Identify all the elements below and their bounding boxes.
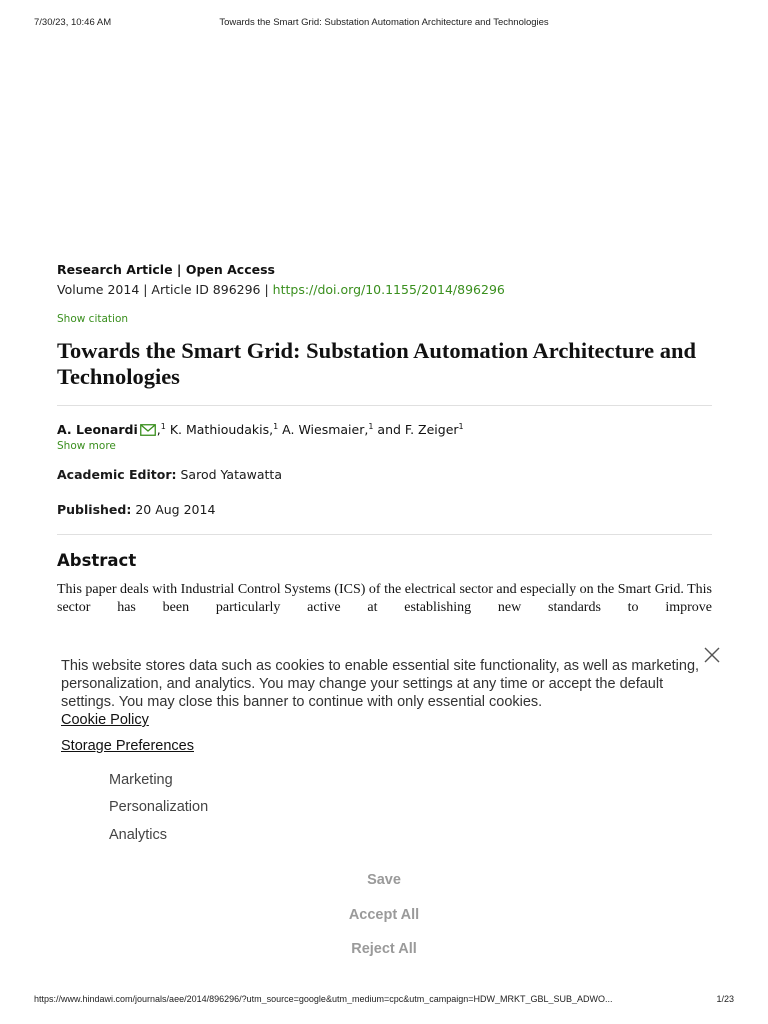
article-type: Research Article | Open Access bbox=[57, 262, 275, 277]
divider bbox=[57, 534, 712, 535]
print-header bbox=[0, 17, 768, 31]
author-affiliation: 1 bbox=[458, 422, 464, 431]
print-url: https://www.hindawi.com/journals/aee/2014/896296/?utm_source=google&utm_medium=cpc&utm_campaign=HDW_MRKT_GBL_SUB_ADWO... bbox=[34, 994, 613, 1004]
volume-line bbox=[57, 281, 712, 299]
academic-editor bbox=[57, 466, 712, 484]
preference-analytics[interactable]: Analytics bbox=[109, 827, 168, 843]
article-title: Towards the Smart Grid: Substation Automation Architecture and Technologies bbox=[57, 338, 697, 389]
cookie-policy-link[interactable]: Cookie Policy bbox=[61, 712, 149, 728]
preference-marketing[interactable]: Marketing bbox=[109, 772, 173, 788]
print-doc-title: Towards the Smart Grid: Substation Automation Architecture and Technologies bbox=[219, 17, 549, 28]
published-value: 20 Aug 2014 bbox=[135, 502, 216, 517]
volume-text: Volume 2014 | Article ID 896296 | bbox=[57, 282, 273, 297]
abstract-heading: Abstract bbox=[57, 551, 137, 570]
show-more-link[interactable]: Show more bbox=[57, 440, 116, 452]
cookie-banner bbox=[0, 640, 768, 986]
preference-personalization[interactable]: Personalization bbox=[109, 799, 209, 815]
reject-all-button[interactable]: Reject All bbox=[351, 941, 417, 957]
print-page-number: 1/23 bbox=[716, 994, 734, 1004]
article-header bbox=[57, 261, 712, 617]
close-icon[interactable] bbox=[702, 645, 722, 665]
save-button[interactable]: Save bbox=[367, 872, 401, 888]
abstract-text: This paper deals with Industrial Control Systems (ICS) of the electrical sector and especially on the Smart Grid. This sector has been particularly active at establishing new standards to improve bbox=[57, 582, 712, 615]
print-timestamp: 7/30/23, 10:46 AM bbox=[34, 17, 112, 28]
author-affiliation: 1 bbox=[273, 422, 279, 431]
show-citation-link[interactable]: Show citation bbox=[57, 313, 129, 325]
published-date bbox=[57, 501, 712, 519]
editor-label: Academic Editor: bbox=[57, 467, 177, 482]
doi-link[interactable]: https://doi.org/10.1155/2014/896296 bbox=[272, 282, 505, 297]
divider bbox=[57, 405, 712, 406]
published-label: Published: bbox=[57, 502, 132, 517]
accept-all-button[interactable]: Accept All bbox=[348, 907, 420, 923]
storage-preferences-link[interactable]: Storage Preferences bbox=[61, 738, 194, 754]
mail-icon[interactable] bbox=[140, 424, 156, 436]
print-footer bbox=[0, 994, 768, 1008]
author-name[interactable]: K. Mathioudakis, bbox=[169, 422, 274, 438]
author-affiliation: 1 bbox=[368, 422, 374, 431]
author-name[interactable]: F. Zeiger bbox=[404, 422, 459, 438]
authors-and: and bbox=[377, 422, 401, 438]
author-list: A. Leonardi ,$^1$ K. Mathioudakis,$^1$ A. Wiesmaier,$^1$ and F. Zeiger$^1$ bbox=[57, 422, 464, 438]
author-name[interactable]: A. Leonardi bbox=[57, 422, 138, 438]
cookie-notice-text: This website stores data such as cookies to enable essential site functionality, as well as marketing, personalization, and analytics. You may change your settings at any time or accept the default settings. You may close this banner to continue with only essential cookies. bbox=[61, 658, 700, 710]
author-name[interactable]: A. Wiesmaier, bbox=[282, 422, 369, 438]
author-affiliation: 1 bbox=[160, 422, 166, 431]
editor-name: Sarod Yatawatta bbox=[180, 467, 282, 482]
